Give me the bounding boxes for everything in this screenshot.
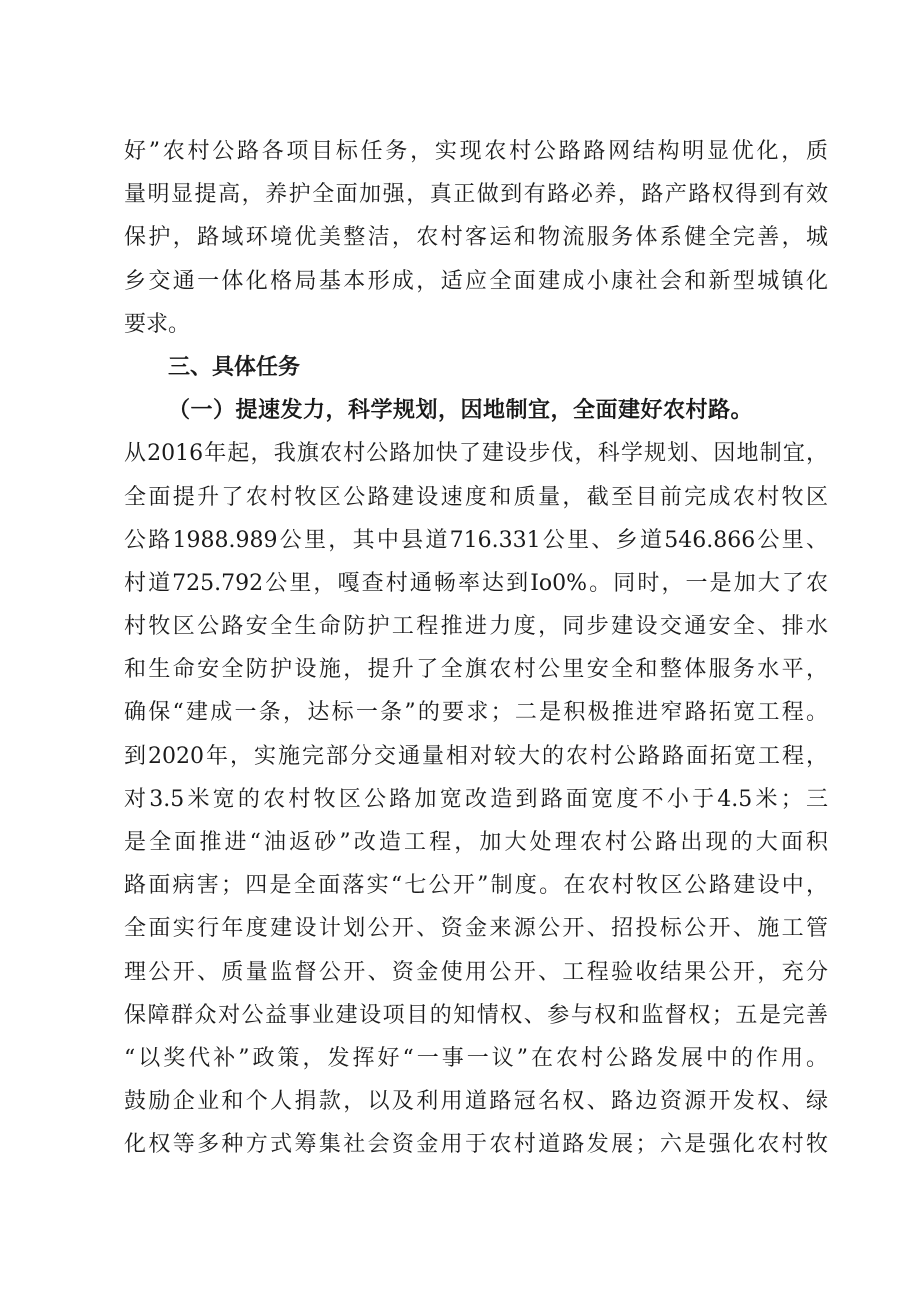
paragraph-line: 是全面推进“油返砂”改造工程，加大处理农村公路出现的大面积: [124, 830, 828, 855]
paragraph-line: 到2020年，实施完部分交通量相对较大的农村公路路面拓宽工程，: [124, 743, 828, 769]
section-heading: 三、具体任务: [168, 354, 301, 380]
paragraph-line: 要求。: [124, 311, 191, 337]
paragraph-line: 对3.5米宽的农村牧区公路加宽改造到路面宽度不小于4.5米；三: [124, 786, 828, 812]
paragraph-line: 理公开、质量监督公开、资金使用公开、工程验收结果公开，充分: [124, 959, 828, 985]
subsection-heading: （一）提速发力，科学规划，因地制宜，全面建好农村路。: [168, 398, 754, 424]
paragraph-line: 村道725.792公里，嘎查村通畅率达到Io0%。同时，一是加大了农: [124, 570, 828, 596]
paragraph-line: 村牧区公路安全生命防护工程推进力度，同步建设交通安全、排水: [124, 614, 828, 640]
paragraph-line: 化权等多种方式筹集社会资金用于农村道路发展；六是强化农村牧: [124, 1132, 828, 1158]
paragraph-line: 全面实行年度建设计划公开、资金来源公开、招投标公开、施工管: [124, 916, 828, 942]
paragraph-line: 乡交通一体化格局基本形成，适应全面建成小康社会和新型城镇化: [124, 268, 828, 294]
paragraph-line: 好”农村公路各项目标任务，实现农村公路路网结构明显优化，质: [124, 139, 828, 164]
paragraph-line: 从2016年起，我旗农村公路加快了建设步伐，科学规划、因地制宜，: [124, 441, 828, 467]
paragraph-line: 路面病害；四是全面落实“七公开”制度。在农村牧区公路建设中，: [124, 873, 828, 899]
paragraph-line: “以奖代补”政策，发挥好“一事一议”在农村公路发展中的作用。: [124, 1045, 828, 1071]
paragraph-line: 和生命安全防护设施，提升了全旗农村公里安全和整体服务水平，: [124, 657, 828, 683]
paragraph-line: 全面提升了农村牧区公路建设速度和质量，截至目前完成农村牧区: [124, 484, 828, 510]
paragraph-line: 保障群众对公益事业建设项目的知情权、参与权和监督权；五是完善: [124, 1002, 828, 1028]
body-text: [124, 130, 828, 1167]
paragraph-line: 鼓励企业和个人捐款，以及利用道路冠名权、路边资源开发权、绿: [124, 1089, 828, 1115]
paragraph-line: 公路1988.989公里，其中县道716.331公里、乡道546.866公里、: [124, 527, 828, 553]
paragraph-line: 确保“建成一条，达标一条”的要求；二是积极推进窄路拓宽工程。: [124, 700, 828, 726]
paragraph-line: 保护，路域环境优美整洁，农村客运和物流服务体系健全完善，城: [124, 225, 828, 251]
paragraph-line: 量明显提高，养护全面加强，真正做到有路必养，路产路权得到有效: [124, 182, 828, 208]
